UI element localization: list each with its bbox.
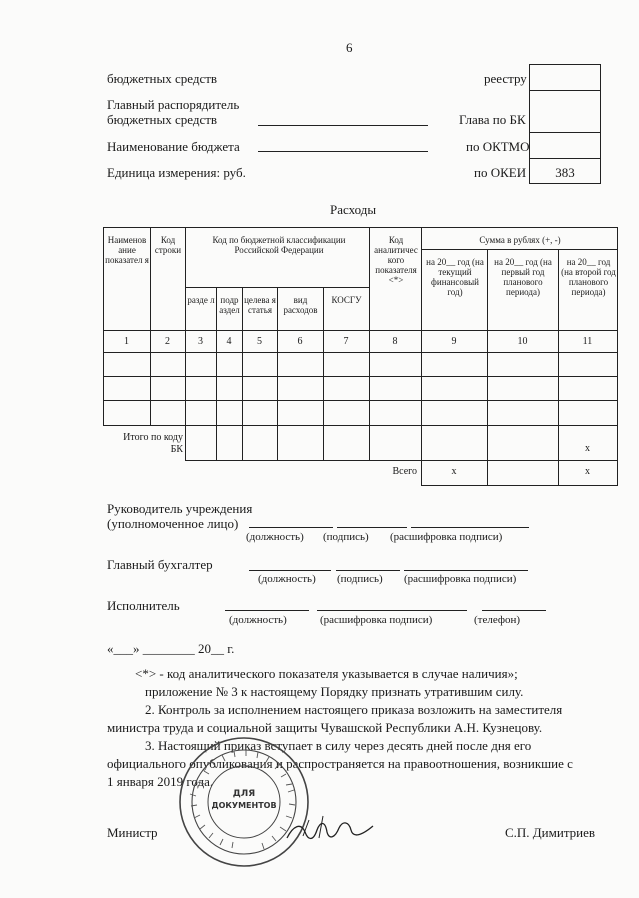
- col-number: 7: [343, 336, 349, 347]
- table-hline: [421, 485, 618, 486]
- header-row3-line: [258, 151, 428, 152]
- header-row3-right: по ОКТМО: [466, 139, 530, 154]
- head-cap-decode: (расшифровка подписи): [390, 531, 503, 543]
- header-row4-right: по ОКЕИ: [474, 165, 527, 180]
- total-mark-9: x: [451, 466, 457, 477]
- col-plan1-header: на 20__ год (на первый год планового периода): [494, 257, 552, 297]
- exec-cap-decode: (расшифровка подписи): [320, 614, 433, 626]
- para2-line2: министра труда и социальной защиты Чувашской Республики А.Н. Кузнецову.: [107, 720, 543, 735]
- header-row2-label-b: бюджетных средств: [107, 112, 218, 127]
- sig-line: [411, 527, 529, 528]
- table-vline: [277, 287, 278, 460]
- table-hline: [103, 330, 618, 331]
- table-vline: [323, 287, 324, 460]
- table-hline: [103, 227, 618, 228]
- stamp-border-glyphs: [190, 750, 295, 849]
- table-vline: [421, 227, 422, 486]
- code-box-divider: [529, 132, 601, 133]
- col-number: 6: [297, 336, 303, 347]
- minister-title: Министр: [107, 825, 158, 840]
- header-row2-line: [258, 125, 428, 126]
- okei-value: 383: [555, 165, 575, 180]
- col-kosgu-header: КОСГУ: [331, 295, 362, 305]
- col-bk-group-header: Код по бюджетной классификации Российской Федерации: [212, 235, 346, 255]
- head-label-a: Руководитель учреждения: [107, 501, 253, 516]
- table-hline: [103, 425, 618, 426]
- page-number: 6: [346, 40, 353, 55]
- total-bk-label-b: БК: [170, 444, 183, 455]
- col-number: 2: [165, 336, 170, 347]
- section-title: Расходы: [330, 202, 377, 217]
- col-number: 8: [392, 336, 398, 347]
- col-line-code-header: Код строки: [154, 235, 182, 255]
- col-plan2-header: на 20__ год (на второй год планового периода): [561, 257, 616, 297]
- col-current-header: на 20__ год (на текущий финансовый год): [426, 257, 484, 297]
- header-row1-right: реестру: [484, 71, 527, 86]
- col-rashod-type-header: вид расходов: [283, 295, 318, 315]
- header-row2-label-a: Главный распорядитель: [107, 97, 240, 112]
- col-analytic-header: Код аналитичес кого показателя <*>: [374, 235, 418, 285]
- sig-line: [317, 610, 467, 611]
- col-number: 5: [257, 336, 262, 347]
- accountant-label: Главный бухгалтер: [107, 557, 213, 572]
- sig-line: [249, 527, 333, 528]
- footnote: <*> - код аналитического показателя указывается в случае наличия»;: [135, 666, 518, 681]
- sig-line: [249, 570, 331, 571]
- header-row3-label: Наименование бюджета: [107, 139, 240, 154]
- table-vline: [150, 227, 151, 425]
- col-razdel-header: разде л: [187, 295, 215, 305]
- table-vline: [487, 249, 488, 486]
- header-row4-label: Единица измерения: руб.: [107, 165, 246, 180]
- table-vline: [617, 227, 618, 486]
- col-number: 4: [226, 336, 232, 347]
- col-target-header: целева я статья: [244, 295, 276, 315]
- total-bk-label-a: Итого по коду: [123, 432, 183, 443]
- code-box-divider: [529, 90, 601, 91]
- sig-line: [482, 610, 546, 611]
- col-number: 3: [198, 336, 203, 347]
- acc-cap-signature: (подпись): [337, 573, 383, 585]
- para3-line3: 1 января 2019 года.: [107, 774, 214, 789]
- col-podrazdel-header: подр аздел: [219, 295, 240, 315]
- para2-line1: 2. Контроль за исполнением настоящего приказа возложить на заместителя: [145, 702, 563, 717]
- col-number: 10: [517, 336, 528, 347]
- col-number: 1: [124, 336, 129, 347]
- head-cap-signature: (подпись): [323, 531, 369, 543]
- sig-line: [337, 527, 407, 528]
- acc-cap-decode: (расшифровка подписи): [404, 573, 517, 585]
- table-hline: [421, 249, 618, 250]
- head-label-b: (уполномоченное лицо): [107, 516, 239, 531]
- col-number: 9: [451, 336, 457, 347]
- total-label: Всего: [392, 466, 417, 477]
- stamp-center-bottom: ДОКУМЕНТОВ: [211, 801, 277, 810]
- para3-line2: официального опубликования и распространяется на правоотношения, возникшие с: [107, 756, 573, 771]
- minister-name: С.П. Димитриев: [505, 825, 596, 840]
- table-hline: [185, 460, 618, 461]
- stamp-center-top: ДЛЯ: [232, 789, 256, 799]
- table-hline: [103, 352, 618, 353]
- date-line: «___» ________ 20__ г.: [107, 641, 235, 656]
- total-bk-label: [103, 432, 183, 456]
- exec-cap-phone: (телефон): [474, 614, 521, 626]
- header-row2-right: Глава по БК: [459, 112, 526, 127]
- code-box-divider: [529, 158, 601, 159]
- col-number: 11: [582, 336, 593, 347]
- col-name-header: Наименов ание показател я: [105, 235, 149, 265]
- total-bk-mark: x: [585, 443, 590, 454]
- executor-label: Исполнитель: [107, 598, 180, 613]
- total-mark-11: x: [585, 466, 590, 477]
- sig-line: [225, 610, 309, 611]
- exec-cap-position: (должность): [229, 614, 287, 626]
- col-sum-group-header: Сумма в рублях (+, -): [479, 235, 561, 245]
- handwritten-signature: [283, 808, 383, 848]
- appendix-line: приложение № 3 к настоящему Порядку признать утратившим силу.: [145, 684, 524, 699]
- sig-line: [336, 570, 400, 571]
- header-row1-label: бюджетных средств: [107, 71, 218, 86]
- official-stamp: [176, 734, 312, 870]
- expenses-table: [103, 227, 618, 487]
- sig-line: [404, 570, 528, 571]
- head-cap-position: (должность): [246, 531, 304, 543]
- para3-line1: 3. Настоящий приказ вступает в силу через десять дней после дня его: [145, 738, 532, 753]
- table-hline: [103, 376, 618, 377]
- acc-cap-position: (должность): [258, 573, 316, 585]
- table-hline: [103, 400, 618, 401]
